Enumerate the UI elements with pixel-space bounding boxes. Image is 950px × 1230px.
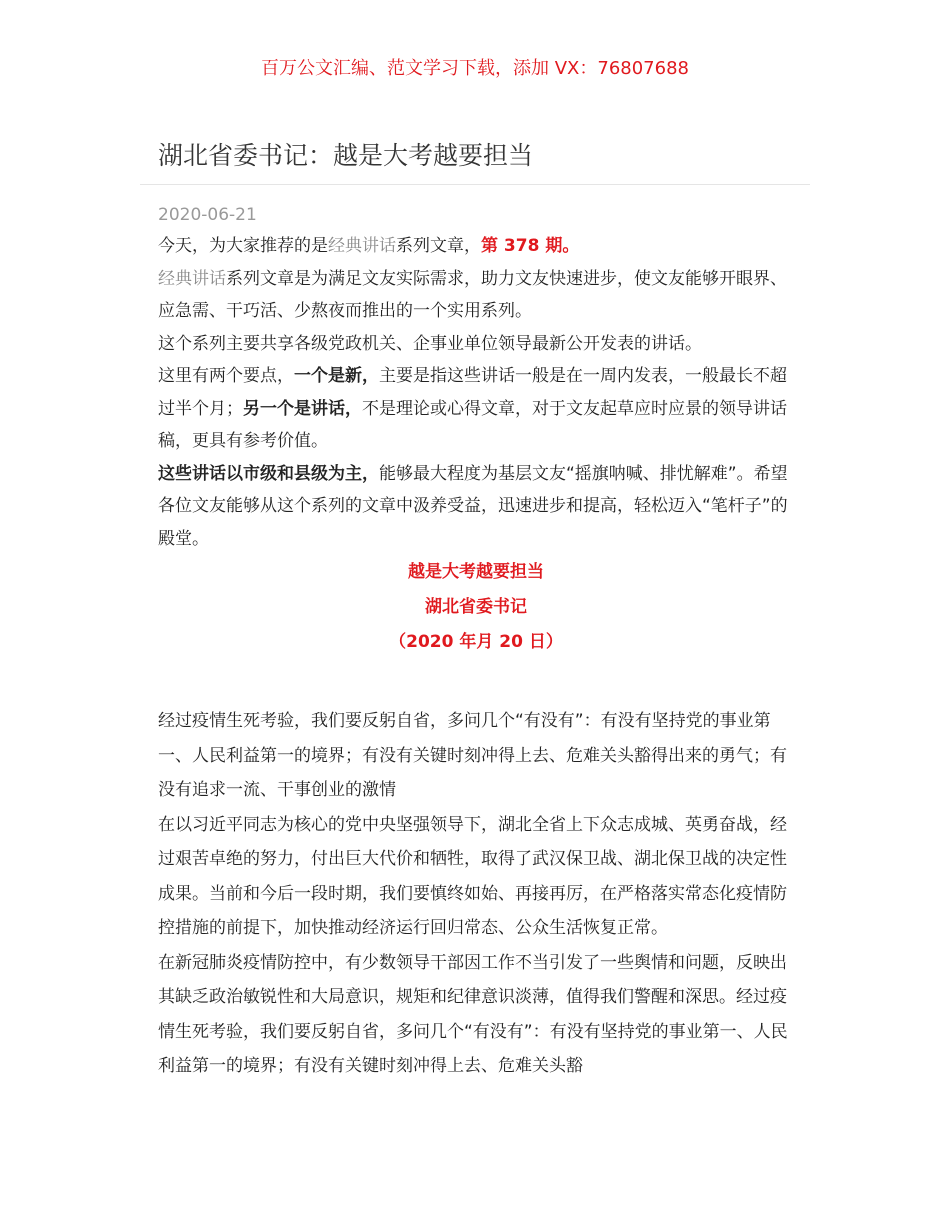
intro-paragraph-4 — [158, 360, 794, 458]
speech-paragraph: 经过疫情生死考验，我们要反躬自省，多问几个“有没有”：有没有坚持党的事业第一、人民利益第一的境界；有没有关键时刻冲得上去、危难关头豁得出来的勇气；有没有追求一流、干事创业的激情 — [158, 711, 787, 800]
article-title: 湖北省委书记：越是大考越要担当 — [158, 141, 534, 170]
speech-date: （2020 年月 20 日） — [389, 632, 563, 652]
focus-statement: 这些讲话以市级和县级为主， — [158, 463, 379, 484]
intro-text: 能够最大程度为基层文友“摇旗呐喊、排忧解难”。希望各位文友能够从这个系列的文章中汲养受益，迅速进步和提高，轻松迈入“笔杆子”的殿堂。 — [158, 463, 788, 549]
issue-number: 第 378 期。 — [481, 236, 580, 256]
intro-paragraph-2 — [158, 263, 794, 328]
speech-paragraph: 在以习近平同志为核心的党中央坚强领导下，湖北全省上下众志成城、英勇奋战，经过艰苦卓绝的努力，付出巨大代价和牺牲，取得了武汉保卫战、湖北保卫战的决定性成果。当前和今后一段时期，我们要慎终如始、再接再厉，在严格落实常态化疫情防控措施的前提下，加快推动经济运行回归常态、公众生活恢复正常。 — [158, 814, 787, 938]
intro-text: 主要是指这些讲话一般是在一周内发表，一般最长不超过半个月； — [158, 366, 787, 419]
series-name: 经典讲话 — [328, 236, 396, 256]
intro-text: 不是理论或心得文章，对于文友起草应时应景的领导讲话稿，更具有参考价值。 — [158, 398, 787, 451]
series-name: 经典讲话 — [158, 268, 226, 289]
speech-paragraph: 在新冠肺炎疫情防控中，有少数领导干部因工作不当引发了一些舆情和问题，反映出其缺乏政治敏锐性和大局意识，规矩和纪律意识淡薄，值得我们警醒和深思。经过疫情生死考验，我们要反躬自省，多问几个“有没有”：有没有坚持党的事业第一、人民利益第一的境界；有没有关键时刻冲得上去、危难关头豁 — [158, 952, 788, 1076]
intro-paragraph-1 — [158, 230, 794, 263]
article-date: 2020-06-21 — [158, 205, 257, 225]
speech-heading: 越是大考越要担当 — [408, 562, 544, 582]
intro-text: 系列文章， — [396, 236, 481, 256]
intro-paragraph-3: 这个系列主要共享各级党政机关、企事业单位领导最新公开发表的讲话。 — [158, 333, 702, 354]
key-point-speech: 另一个是讲话， — [243, 398, 362, 419]
intro-text: 系列文章是为满足文友实际需求，助力文友快速进步，使文友能够开眼界、应急需、干巧活、少熬夜而推出的一个实用系列。 — [158, 268, 787, 321]
speech-speaker: 湖北省委书记 — [425, 597, 527, 617]
intro-paragraph-5 — [158, 458, 794, 556]
intro-text: 今天，为大家推荐的是 — [158, 236, 328, 256]
article-body — [158, 230, 794, 1084]
title-divider — [140, 184, 810, 185]
spacer — [158, 660, 794, 704]
intro-text: 这里有两个要点， — [158, 366, 294, 386]
key-point-new: 一个是新， — [294, 366, 379, 386]
promo-banner: 百万公文汇编、范文学习下载，添加 VX：76807688 — [261, 58, 689, 79]
